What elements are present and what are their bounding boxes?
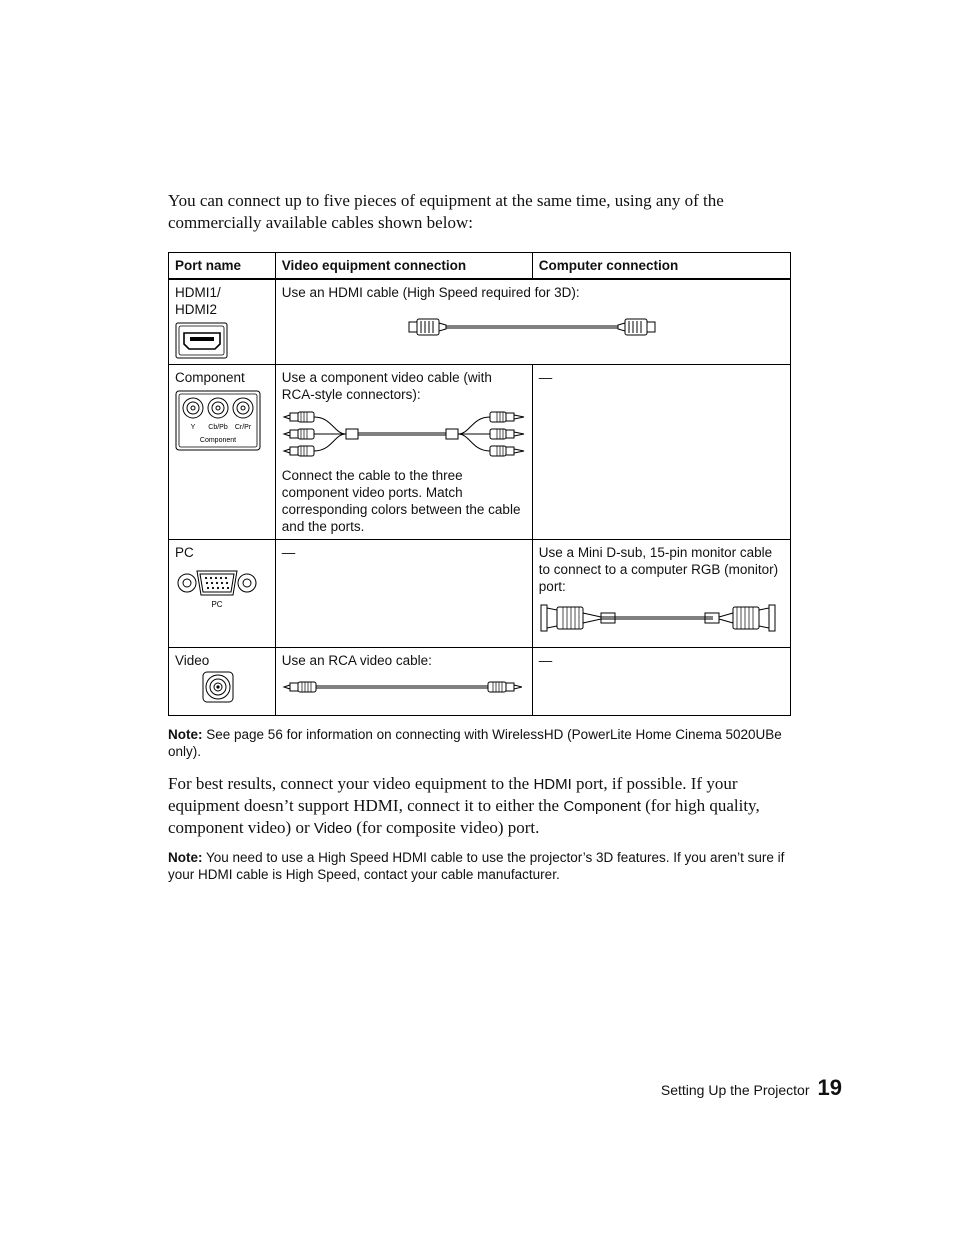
component-y-label: Y bbox=[190, 424, 196, 431]
component-cb-label: Cb/Pb bbox=[208, 424, 228, 431]
pc-video-cell: — bbox=[275, 540, 532, 648]
vga-cable-icon bbox=[539, 601, 779, 635]
hdmi-port-name: HDMI1/ HDMI2 bbox=[175, 285, 221, 317]
note-wirelesshd bbox=[168, 726, 788, 760]
pc-port-icon bbox=[175, 565, 259, 615]
component-instructions: Connect the cable to the three component video ports. Match corresponding colors between the cable and the ports. bbox=[281, 468, 521, 534]
hdmi-port-cell bbox=[169, 279, 276, 365]
component-cr-label: Cr/Pr bbox=[234, 424, 252, 431]
video-video-text: Use an RCA video cable: bbox=[281, 653, 432, 668]
page-number: 19 bbox=[817, 1075, 842, 1100]
header-computer-connection: Computer connection bbox=[532, 253, 790, 280]
component-label: Component bbox=[199, 437, 237, 444]
component-video-text: Use a component video cable (with RCA-style connectors): bbox=[281, 370, 492, 402]
component-port-cell bbox=[169, 365, 276, 540]
pc-port-name: PC bbox=[175, 545, 194, 560]
intro-paragraph: You can connect up to five pieces of equipment at the same time, using any of the commercially available cables shown below: bbox=[168, 191, 724, 232]
table-row-video bbox=[169, 648, 791, 716]
pc-computer-text: Use a Mini D-sub, 15-pin monitor cable to connect to a computer RGB (monitor) port: bbox=[538, 545, 779, 594]
header-video-connection: Video equipment connection bbox=[275, 253, 532, 280]
best-text-3: (for high quality, component video) or bbox=[168, 796, 760, 837]
component-port-name: Component bbox=[175, 370, 245, 385]
table-row-component bbox=[169, 365, 791, 540]
video-port-name: Video bbox=[175, 653, 210, 668]
note-label: Note: bbox=[168, 727, 203, 742]
pc-port-cell bbox=[169, 540, 276, 648]
note-label: Note: bbox=[168, 850, 203, 865]
component-video-cell bbox=[275, 365, 532, 540]
section-title: Setting Up the Projector bbox=[660, 1082, 810, 1098]
note-text: See page 56 for information on connecting with WirelessHD (PowerLite Home Cinema 5020UBe only). bbox=[168, 727, 782, 759]
port-connection-table bbox=[168, 252, 791, 716]
hdmi-video-text: Use an HDMI cable (High Speed required for 3D): bbox=[281, 285, 580, 300]
page-footer bbox=[661, 1075, 842, 1101]
table-header-row bbox=[169, 253, 791, 280]
note-text: You need to use a High Speed HDMI cable to use the projector’s 3D features. If you aren’t sure if your HDMI cable is High Speed, contact your cable manufacturer. bbox=[168, 850, 785, 882]
best-text-1: For best results, connect your video equipment to the bbox=[168, 774, 534, 793]
note-high-speed-hdmi bbox=[168, 849, 788, 883]
hdmi-cable-icon bbox=[408, 315, 668, 339]
pc-label: PC bbox=[211, 600, 223, 609]
best-text-2: port, if possible. If your equipment doesn’t support HDMI, connect it to either the bbox=[168, 774, 738, 815]
video-keyword: Video bbox=[313, 820, 352, 837]
video-port-cell bbox=[169, 648, 276, 716]
video-video-cell bbox=[275, 648, 532, 716]
header-port-name: Port name bbox=[169, 253, 276, 280]
rca-port-icon bbox=[199, 671, 239, 705]
component-keyword: Component bbox=[563, 798, 641, 815]
pc-computer-cell bbox=[532, 540, 790, 648]
rca-cable-icon bbox=[282, 679, 522, 695]
table-row-pc bbox=[169, 540, 791, 648]
component-cable-icon bbox=[282, 407, 526, 461]
hdmi-port-icon bbox=[175, 322, 229, 360]
table-row-hdmi bbox=[169, 279, 791, 365]
video-computer-cell: — bbox=[532, 648, 790, 716]
component-port-icon bbox=[175, 390, 261, 452]
best-text-4: (for composite video) port. bbox=[351, 818, 540, 837]
hdmi-keyword: HDMI bbox=[533, 776, 572, 793]
best-results-paragraph bbox=[168, 773, 788, 839]
component-computer-cell: — bbox=[532, 365, 790, 540]
hdmi-video-cell bbox=[275, 279, 790, 365]
